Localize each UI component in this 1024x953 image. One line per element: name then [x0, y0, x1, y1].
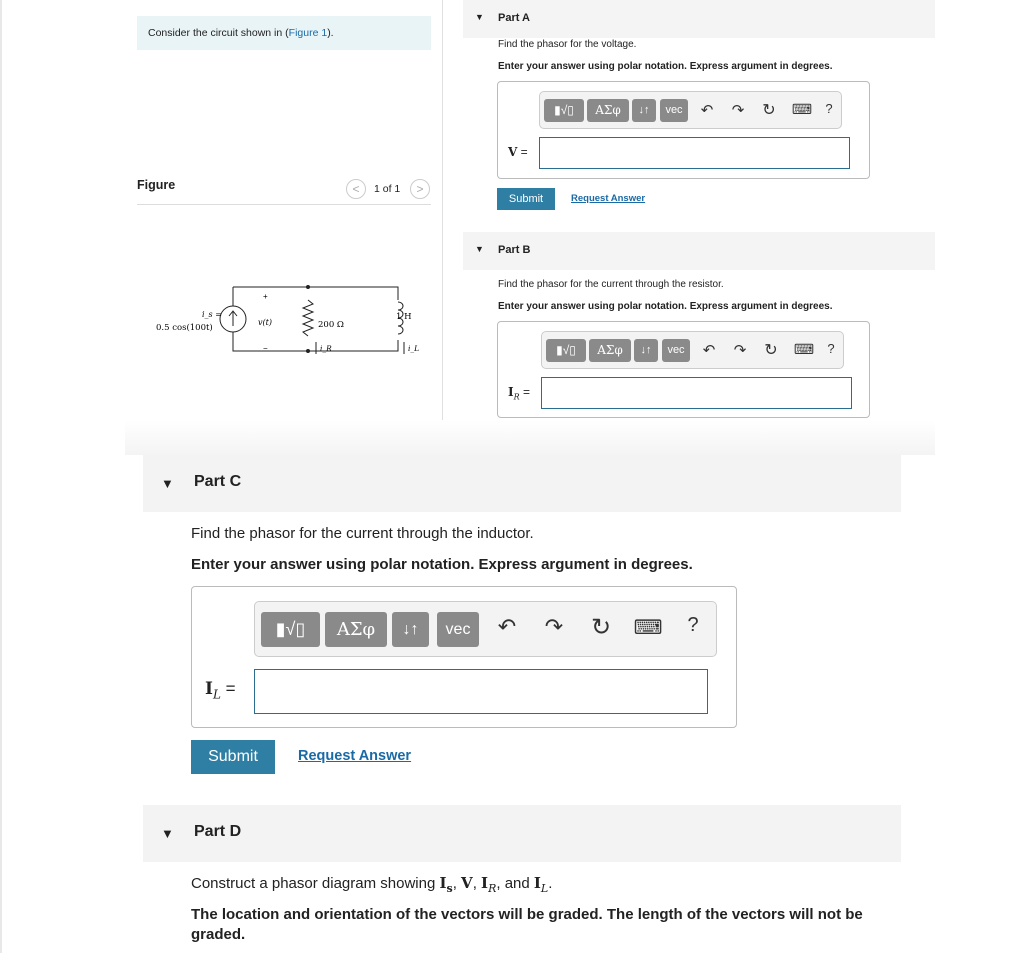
vec-button[interactable]: vec	[660, 99, 688, 122]
part-d-title: Part D	[194, 823, 242, 840]
chevron-down-icon: ▼	[475, 244, 484, 254]
part-a-toolbar	[539, 91, 842, 129]
part-a-answer-input[interactable]	[539, 137, 850, 169]
part-b-answer-box	[497, 321, 870, 418]
part-b-title: Part B	[498, 244, 531, 256]
part-a-request-answer-link[interactable]: Request Answer	[571, 193, 646, 204]
keyboard-icon[interactable]: ⌨	[793, 341, 815, 357]
part-c-request-answer-link[interactable]: Request Answer	[298, 748, 412, 764]
part-a-question: Find the phasor for the voltage.	[498, 39, 637, 50]
part-c-answer-box	[191, 586, 737, 728]
figure-link[interactable]: Figure 1	[288, 27, 328, 39]
circuit-diagram	[150, 280, 430, 370]
part-c-var: I	[205, 679, 213, 699]
inductor-label: 1 H	[396, 312, 412, 322]
node-top	[306, 285, 310, 289]
part-c-toolbar	[254, 601, 717, 657]
templates-button[interactable]: ▮√▯	[546, 339, 586, 362]
intro-panel	[137, 16, 431, 50]
preview-fade	[125, 420, 935, 455]
vec-button[interactable]: vec	[437, 612, 479, 647]
part-c-var-sub: L	[212, 687, 221, 702]
minus-sign: −	[263, 344, 268, 353]
page-edge	[0, 0, 2, 953]
vec-button[interactable]: vec	[662, 339, 690, 362]
part-c-submit-button[interactable]: Submit	[191, 740, 275, 774]
part-c-eq: =	[225, 679, 236, 698]
symbol-is-sub: s	[446, 882, 453, 895]
reset-icon[interactable]: ↻	[762, 102, 776, 119]
source-label-top: i_s =	[202, 310, 222, 319]
il-label: i_L	[408, 344, 420, 353]
undo-icon[interactable]: ↶	[700, 102, 714, 119]
intro-text: Consider the circuit shown in (	[148, 27, 289, 39]
part-b-answer-input[interactable]	[541, 377, 852, 409]
chevron-down-icon: ▼	[475, 12, 484, 22]
symbol-il: I	[533, 874, 541, 892]
help-icon[interactable]: ?	[825, 101, 833, 116]
figure-pager: 1 of 1	[374, 183, 401, 195]
intro-suffix: ).	[327, 27, 334, 39]
part-a-header[interactable]	[463, 0, 935, 38]
voltage-label: v(t)	[258, 318, 272, 327]
resistor-label: 200 Ω	[318, 320, 344, 330]
help-icon[interactable]: ?	[827, 341, 835, 356]
part-a-answer-box	[497, 81, 870, 179]
greek-button[interactable]: ΑΣφ	[587, 99, 629, 122]
separator-2: ,	[472, 875, 482, 892]
plus-sign: +	[263, 292, 268, 301]
greek-button[interactable]: ΑΣφ	[589, 339, 631, 362]
part-b-var-sub: R	[513, 392, 520, 402]
arrows-button[interactable]: ↓↑	[392, 612, 429, 647]
templates-button[interactable]: ▮√▯	[261, 612, 320, 647]
part-d-question	[191, 874, 552, 895]
help-icon[interactable]: ?	[687, 614, 699, 636]
part-b-eq: =	[523, 385, 531, 399]
part-a-var: V	[508, 145, 518, 159]
undo-icon[interactable]: ↶	[702, 342, 716, 359]
part-b-header[interactable]	[463, 232, 935, 270]
part-c-question: Find the phasor for the current through the inductor.	[191, 525, 534, 542]
chevron-down-icon: ▼	[161, 826, 174, 841]
separator-1: ,	[452, 875, 462, 892]
source-label: 0.5 cos(100t)	[156, 323, 213, 333]
undo-icon[interactable]: ↶	[497, 614, 517, 639]
part-a-title: Part A	[498, 12, 530, 24]
part-b-var-label	[508, 385, 530, 401]
part-d-header[interactable]	[143, 805, 901, 862]
part-b-question: Find the phasor for the current through the resistor.	[498, 279, 724, 290]
part-a-eq: =	[520, 145, 528, 159]
redo-icon[interactable]: ↷	[731, 102, 745, 119]
part-c-header[interactable]	[143, 455, 901, 512]
part-c-var-label	[205, 679, 236, 701]
part-d-instruction: The location and orientation of the vectors will be graded. The length of the vectors will not be graded.	[191, 906, 863, 943]
symbol-il-sub: L	[540, 882, 549, 895]
redo-icon[interactable]: ↷	[733, 342, 747, 359]
question-end: .	[548, 875, 553, 892]
part-b-toolbar	[541, 331, 844, 369]
ir-label: i_R	[320, 344, 332, 353]
redo-icon[interactable]: ↷	[544, 614, 564, 639]
part-a-instruction: Enter your answer using polar notation. Express argument in degrees.	[498, 61, 833, 72]
column-divider	[442, 0, 443, 455]
next-figure-button[interactable]: >	[410, 179, 430, 199]
node-bottom	[306, 349, 310, 353]
symbol-ir: I	[481, 874, 489, 892]
part-d-question-prefix: Construct a phasor diagram showing	[191, 875, 440, 892]
part-c-instruction: Enter your answer using polar notation. Express argument in degrees.	[191, 556, 693, 573]
prev-figure-button[interactable]: <	[346, 179, 366, 199]
part-b-var: I	[508, 385, 514, 399]
symbol-is: I	[439, 874, 447, 892]
keyboard-icon[interactable]: ⌨	[791, 101, 813, 117]
part-c-answer-input[interactable]	[254, 669, 708, 714]
part-a-submit-button[interactable]: Submit	[497, 188, 555, 210]
keyboard-icon[interactable]: ⌨	[633, 617, 663, 639]
part-c-title: Part C	[194, 473, 242, 490]
figure-divider	[137, 204, 431, 205]
arrows-button[interactable]: ↓↑	[634, 339, 658, 362]
templates-button[interactable]: ▮√▯	[544, 99, 584, 122]
separator-3: , and	[496, 875, 534, 892]
symbol-v: V	[461, 874, 473, 892]
reset-icon[interactable]: ↻	[764, 342, 778, 359]
part-a-var-label	[508, 145, 528, 159]
arrows-button[interactable]: ↓↑	[632, 99, 656, 122]
part-b-instruction: Enter your answer using polar notation. Express argument in degrees.	[498, 301, 833, 312]
greek-button[interactable]: ΑΣφ	[325, 612, 387, 647]
chevron-down-icon: ▼	[161, 476, 174, 491]
reset-icon[interactable]: ↻	[590, 614, 612, 641]
figure-heading: Figure	[137, 178, 176, 192]
symbol-ir-sub: R	[488, 882, 497, 895]
